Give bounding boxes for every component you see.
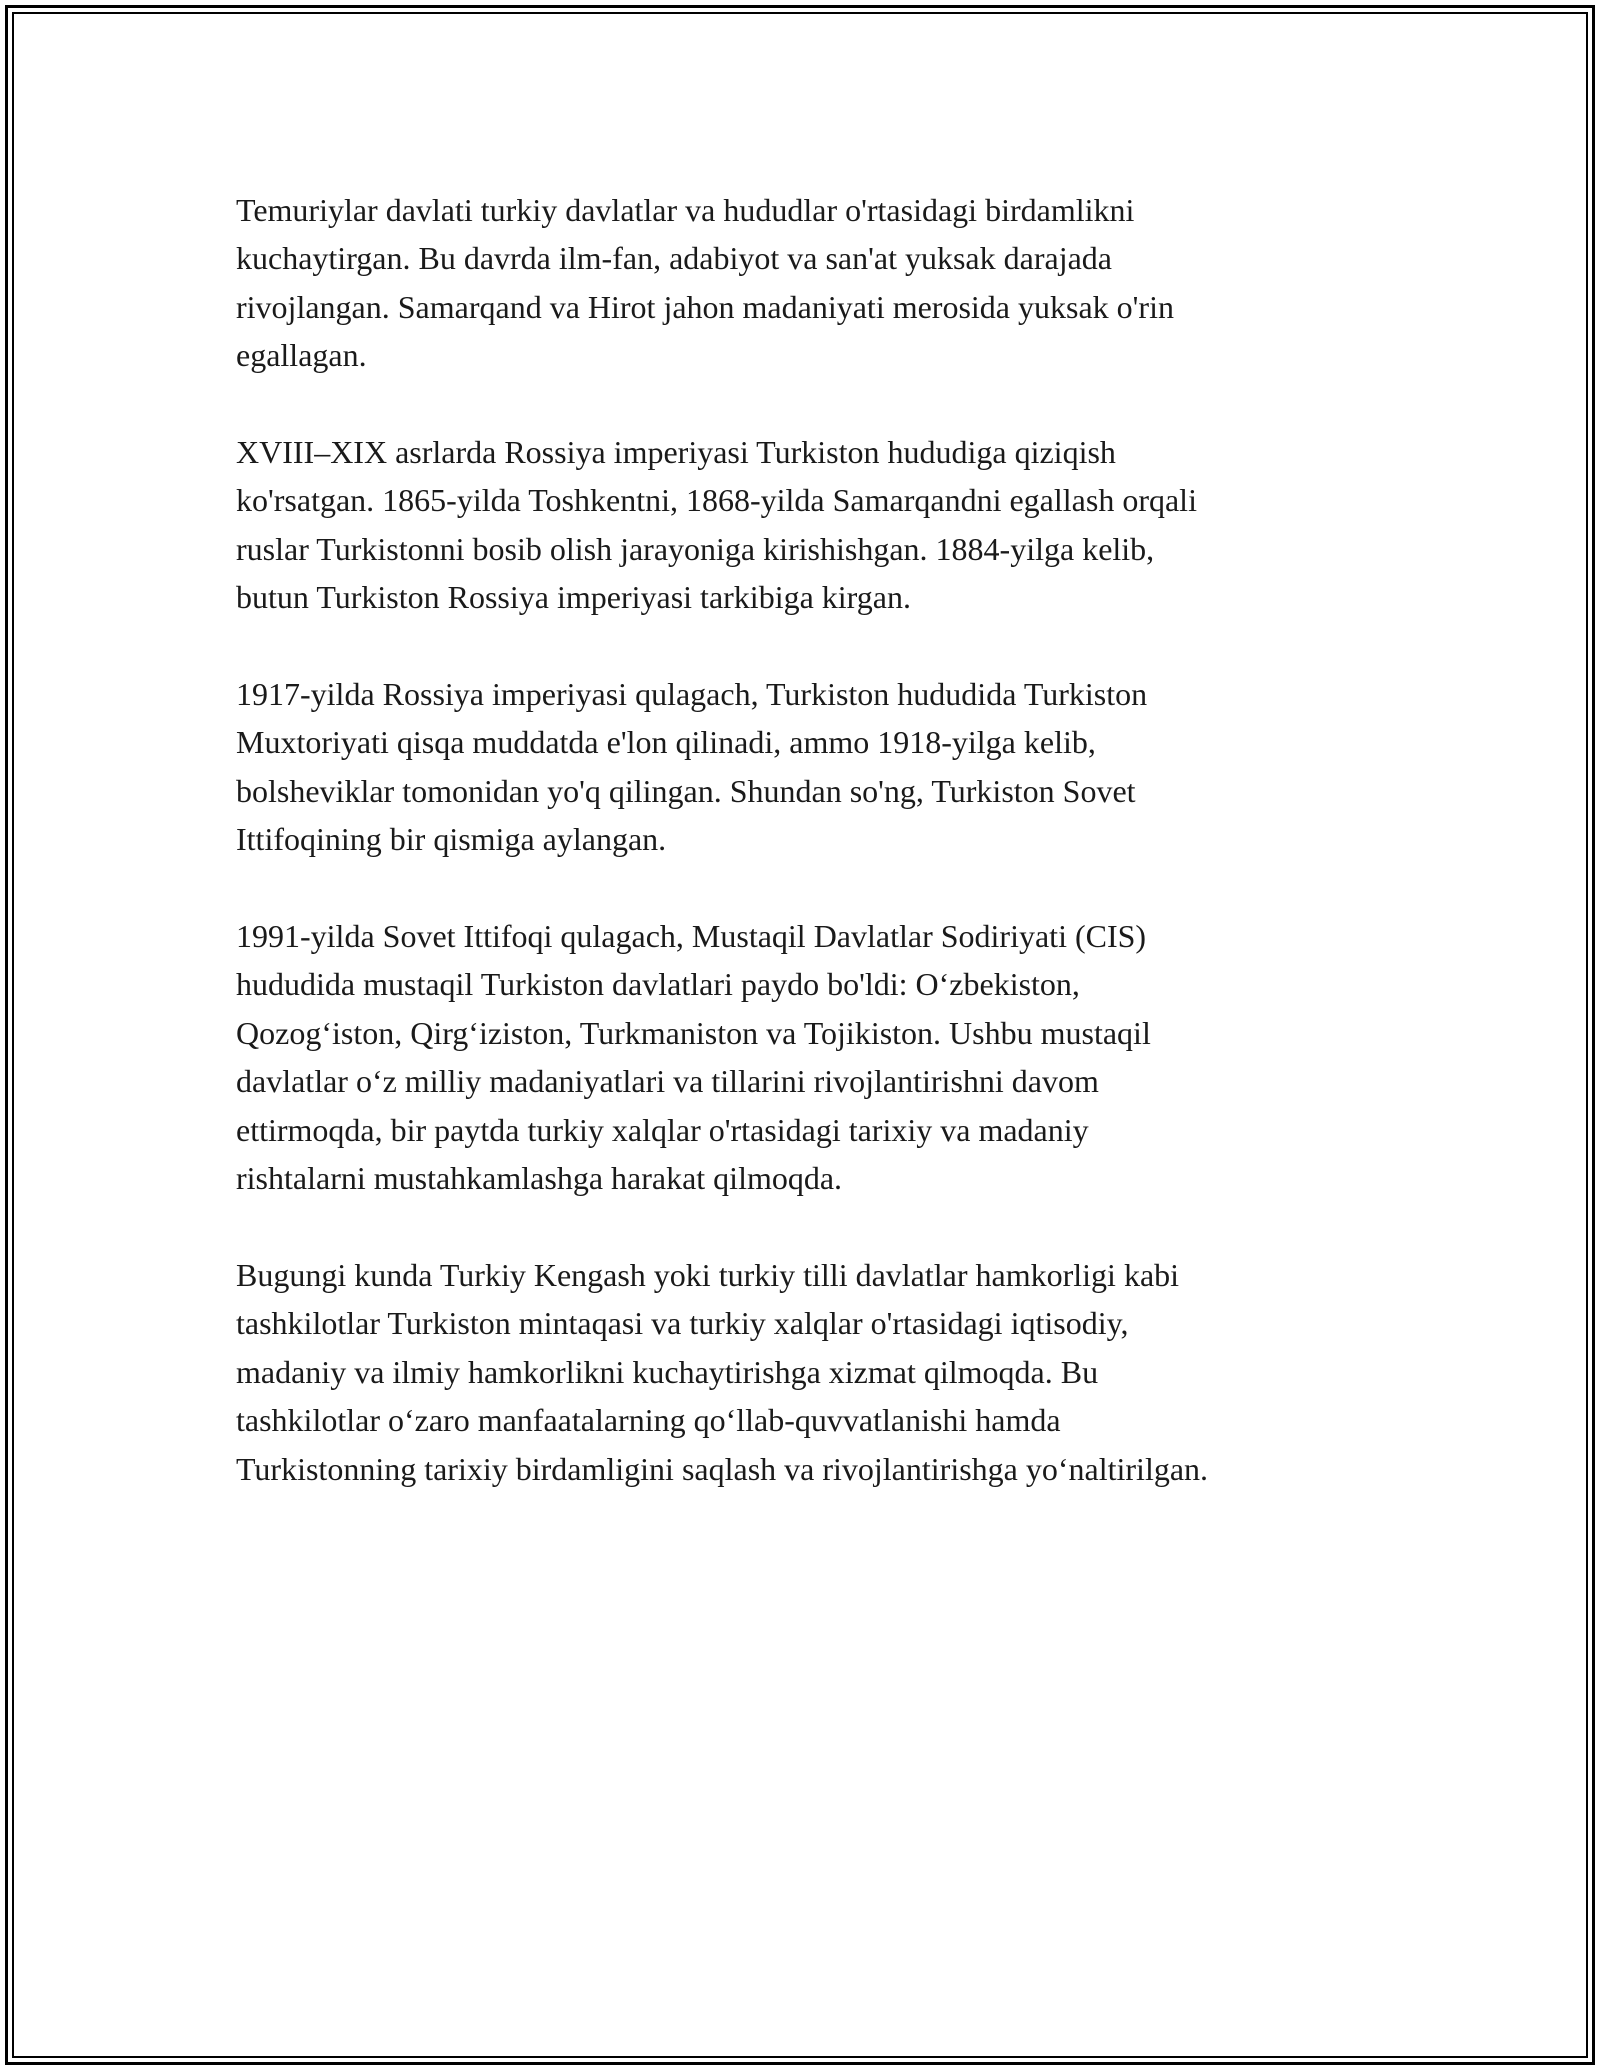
paragraph-rossiya-imperiyasi xyxy=(236,428,1366,622)
text-line: rishtalarni mustahkamlashga harakat qilmoqda. xyxy=(236,1160,843,1197)
text-line: ruslar Turkistonni bosib olish jarayoniga kirishishgan. 1884-yilga kelib, xyxy=(236,530,1155,567)
text-line: hududida mustaqil Turkiston davlatlari paydo bo'ldi: O‘zbekiston, xyxy=(236,966,1080,1003)
text-line: madaniy va ilmiy hamkorlikni kuchaytirishga xizmat qilmoqda. Bu xyxy=(236,1353,1099,1390)
text-line: butun Turkiston Rossiya imperiyasi tarkibiga kirgan. xyxy=(236,579,911,616)
text-line: Ittifoqining bir qismiga aylangan. xyxy=(236,821,667,858)
text-line: tashkilotlar Turkiston mintaqasi va turkiy xalqlar o'rtasidagi iqtisodiy, xyxy=(236,1305,1129,1342)
text-line: Temuriylar davlati turkiy davlatlar va hududlar o'rtasidagi birdamlikni xyxy=(236,192,1135,228)
text-line: XVIII–XIX asrlarda Rossiya imperiyasi Turkiston hududiga qiziqish xyxy=(236,434,1116,471)
text-line: rivojlangan. Samarqand va Hirot jahon madaniyati merosida yuksak o'rin xyxy=(236,288,1174,325)
text-line: tashkilotlar o‘zaro manfaatalarning qo‘llab-quvvatlanishi hamda xyxy=(236,1402,1061,1439)
paragraph-1917 xyxy=(236,670,1366,864)
text-line: Muxtoriyati qisqa muddatda e'lon qilinadi, ammo 1918-yilga kelib, xyxy=(236,724,1096,761)
document-body xyxy=(236,186,1366,1541)
text-line: bolsheviklar tomonidan yo'q qilingan. Shundan so'ng, Turkiston Sovet xyxy=(236,772,1136,809)
paragraph-temuriylar xyxy=(236,186,1366,380)
text-line: ko'rsatgan. 1865-yilda Toshkentni, 1868-yilda Samarqandni egallash orqali xyxy=(236,482,1197,519)
text-line: davlatlar o‘z milliy madaniyatlari va tillarini rivojlantirishni davom xyxy=(236,1063,1099,1100)
text-line: Bugungi kunda Turkiy Kengash yoki turkiy tilli davlatlar hamkorligi kabi xyxy=(236,1256,1180,1293)
paragraph-bugungi-kunda xyxy=(236,1251,1366,1493)
paragraph-1991 xyxy=(236,912,1366,1202)
text-line: ettirmoqda, bir paytda turkiy xalqlar o'rtasidagi tarixiy va madaniy xyxy=(236,1111,1089,1148)
text-line: Qozog‘iston, Qirg‘iziston, Turkmaniston va Tojikiston. Ushbu mustaqil xyxy=(236,1014,1151,1051)
text-line: egallagan. xyxy=(236,337,367,374)
text-line: kuchaytirgan. Bu davrda ilm-fan, adabiyot va san'at yuksak darajada xyxy=(236,240,1112,277)
text-line: 1991-yilda Sovet Ittifoqi qulagach, Mustaqil Davlatlar Sodiriyati (CIS) xyxy=(236,918,1147,955)
text-line: Turkistonning tarixiy birdamligini saqlash va rivojlantirishga yo‘naltirilgan. xyxy=(236,1450,1209,1487)
text-line: 1917-yilda Rossiya imperiyasi qulagach, Turkiston hududida Turkiston xyxy=(236,676,1148,713)
